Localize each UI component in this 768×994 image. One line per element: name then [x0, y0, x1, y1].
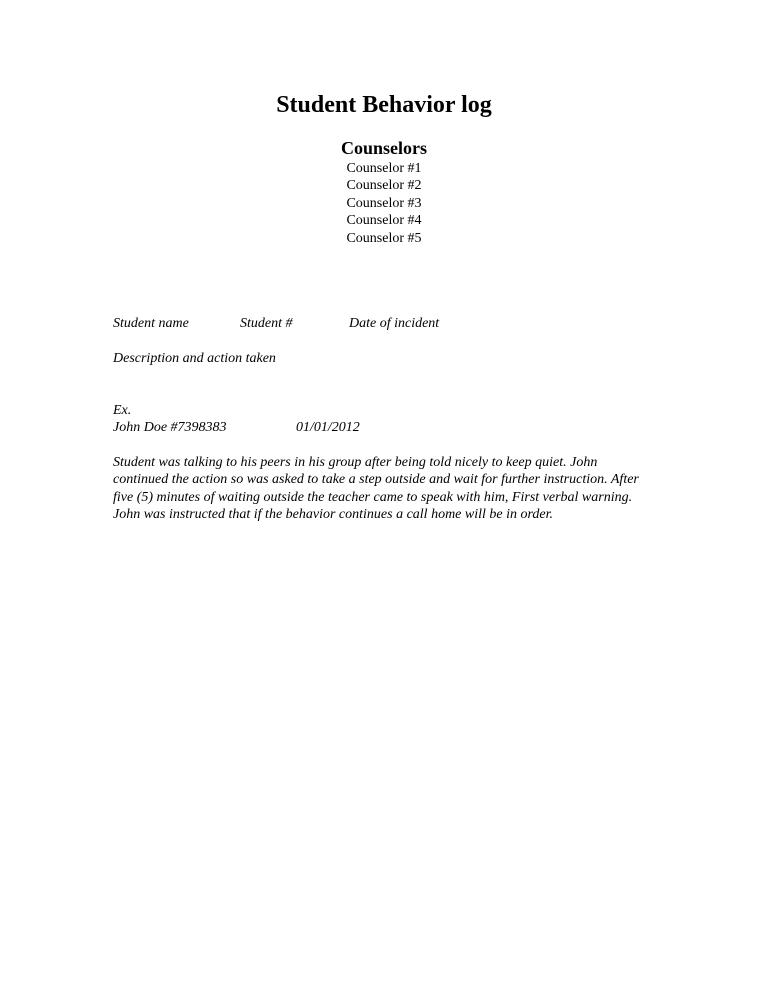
- date-of-incident-label: Date of incident: [349, 316, 440, 331]
- description-label: Description and action taken: [113, 351, 276, 366]
- example-name-number: John Doe #7398383: [113, 420, 227, 435]
- example-date: 01/01/2012: [296, 420, 360, 435]
- counselor-item: Counselor #2: [346, 178, 422, 194]
- counselor-item: Counselor #3: [346, 195, 422, 211]
- student-number-label: Student #: [240, 316, 293, 331]
- student-name-label: Student name: [113, 316, 189, 331]
- counselor-item: Counselor #4: [346, 213, 422, 229]
- document-title: Student Behavior log: [276, 92, 492, 118]
- example-description: Student was talking to his peers in his group after being told nicely to keep quiet. John continued the action so was asked to take a step outside and wait for further instruction. After five (5) minutes of waiting outside the teacher came to speak with him, First verbal warning. John was instructed that if the behavior continues a call home will be in order.: [113, 455, 639, 523]
- example-label: Ex.: [113, 403, 132, 418]
- counselor-list: [0, 160, 768, 247]
- counselors-heading: Counselors: [340, 138, 427, 158]
- counselor-item: Counselor #1: [346, 161, 422, 176]
- counselor-item: Counselor #5: [346, 230, 422, 246]
